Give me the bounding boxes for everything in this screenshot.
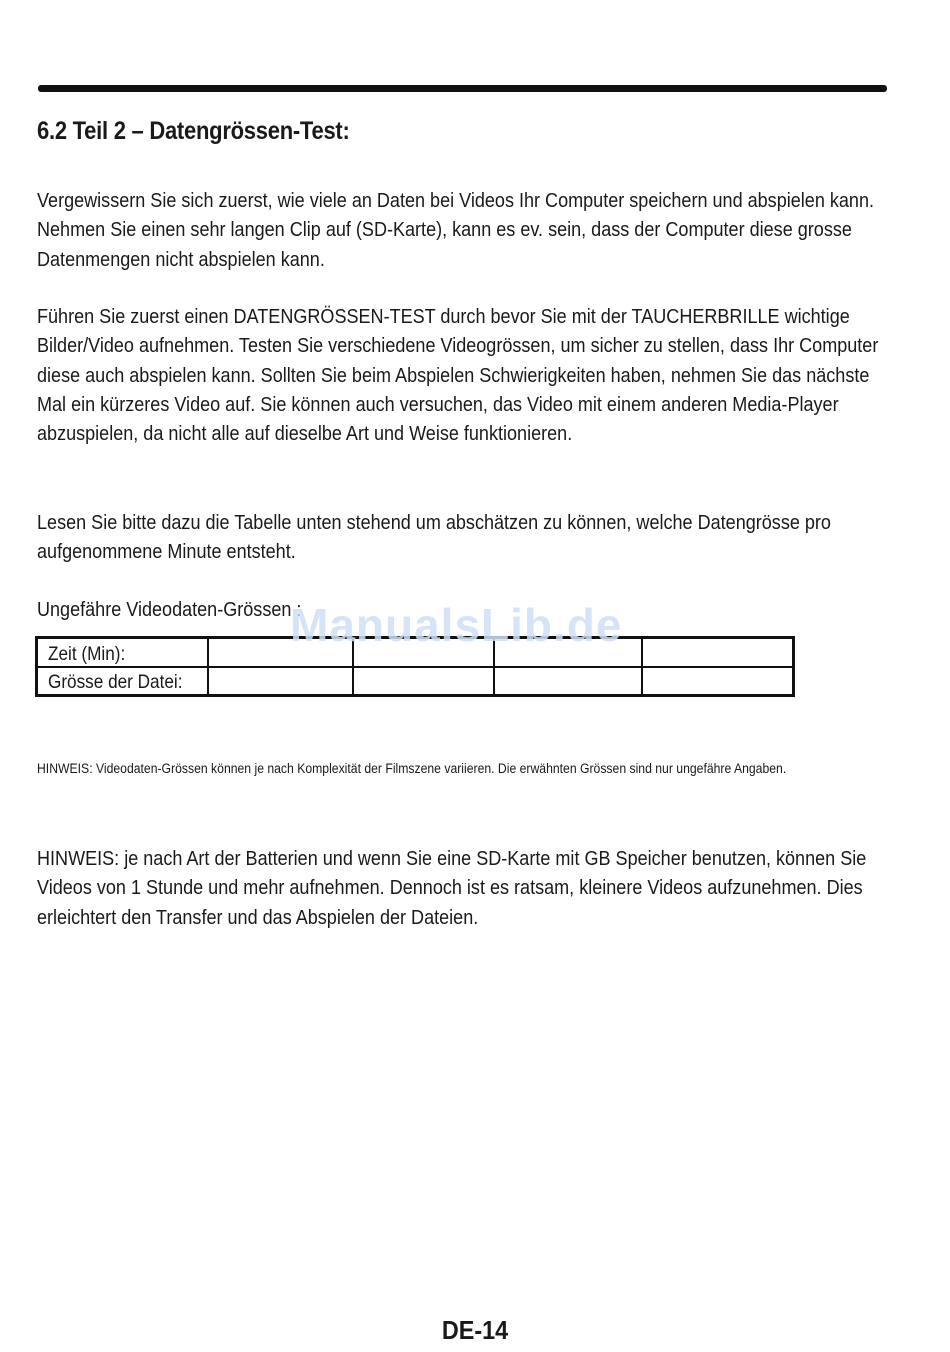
section-heading: 6.2 Teil 2 – Datengrössen-Test: xyxy=(37,117,350,145)
paragraph-test-instructions: Führen Sie zuerst einen DATENGRÖSSEN-TEST durch bevor Sie mit der TAUCHERBRILLE wichtige Bilder/Video aufnehmen. Testen Sie verschiedene Videogrössen, um sicher zu stellen, dass Ihr Computer diese auch abspielen kann. Sollten Sie beim Abspielen Schwierigkeiten haben, nehmen Sie das nächste Mal ein kürzeres Video auf. Sie können auch versuchen, das Video mit einem anderen Media-Player abzuspielen, da nicht alle auf dieselbe Art und Weise funktionieren. xyxy=(37,305,879,446)
note-battery-sd: HINWEIS: je nach Art der Batterien und wenn Sie eine SD-Karte mit GB Speicher benutzen, können Sie Videos von 1 Stunde und mehr aufnehmen. Dennoch ist es ratsam, kleinere Videos aufzunehmen. Dies erleichtert den Transfer und das Abspielen der Dateien. xyxy=(37,847,867,929)
table-caption: Ungefähre Videodaten-Grössen : xyxy=(37,598,302,621)
page-number: DE-14 xyxy=(441,1315,509,1345)
table-row xyxy=(37,667,794,696)
paragraph-intro: Vergewissern Sie sich zuerst, wie viele an Daten bei Videos Ihr Computer speichern und abspielen kann. Nehmen Sie einen sehr langen Clip auf (SD-Karte), kann es ev. sein, dass der Computer diese grosse Datenmengen nicht abspielen kann. xyxy=(37,189,875,271)
paragraph-table-reference: Lesen Sie bitte dazu die Tabelle unten stehend um abschätzen zu können, welche Datengrösse pro aufgenommene Minute entsteht. xyxy=(37,511,831,564)
note-video-size: HINWEIS: Videodaten-Grössen können je nach Komplexität der Filmszene variieren. Die erwähnten Grössen sind nur ungefähre Angaben. xyxy=(37,761,787,777)
top-divider xyxy=(38,85,887,92)
table-cell xyxy=(208,667,353,696)
table-cell xyxy=(494,667,642,696)
table-cell xyxy=(642,638,794,667)
table-label-filesize: Grösse der Datei: xyxy=(37,667,208,696)
table-cell xyxy=(642,667,794,696)
table-label-time: Zeit (Min): xyxy=(37,638,208,667)
watermark: ManualsLib.de xyxy=(290,599,623,651)
table-cell xyxy=(353,667,494,696)
